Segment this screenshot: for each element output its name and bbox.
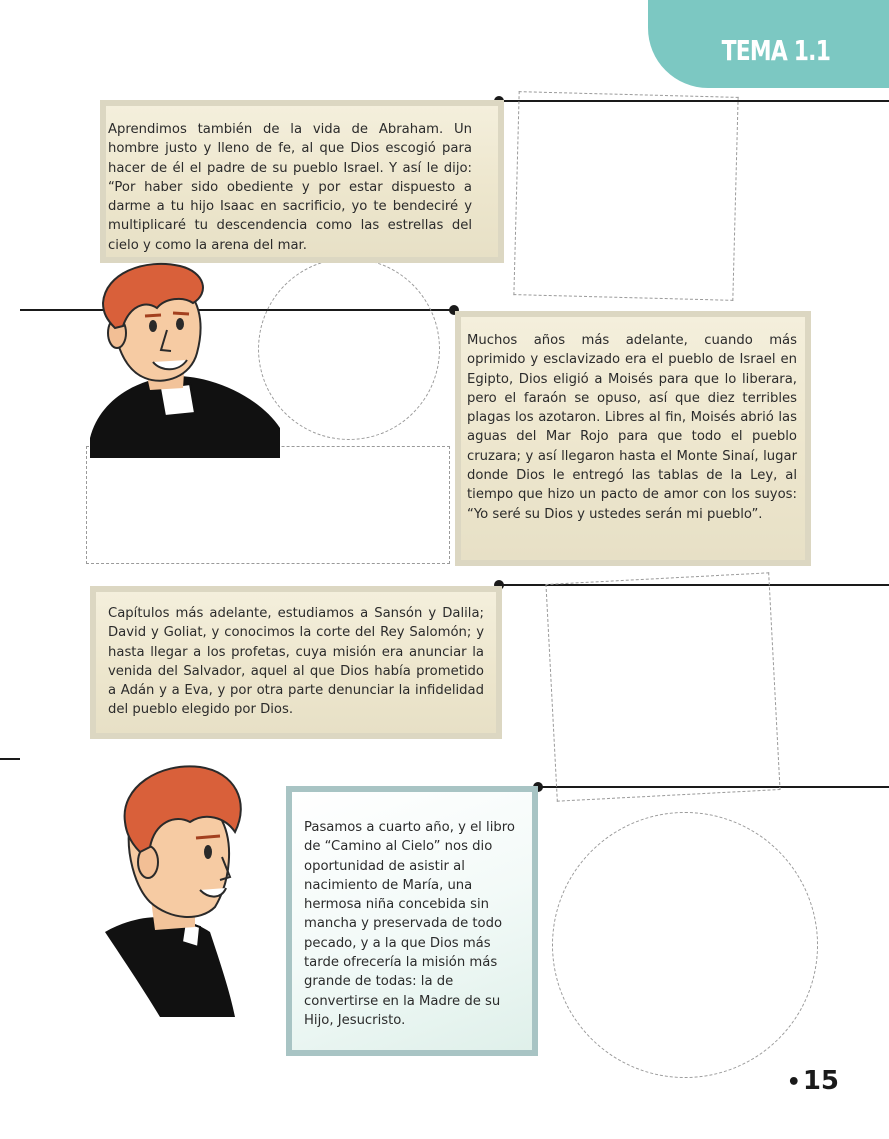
priest-illustration <box>100 762 260 1022</box>
drawing-placeholder-circle[interactable] <box>258 258 440 440</box>
drawing-placeholder-circle[interactable] <box>552 812 818 1078</box>
topic-tab <box>648 0 889 88</box>
timeline-line <box>0 758 20 760</box>
text-box-abraham <box>100 100 504 263</box>
page-number-value: 15 <box>802 1066 839 1096</box>
bullet-icon: • <box>786 1070 801 1095</box>
drawing-placeholder-box[interactable] <box>513 91 738 301</box>
text-box-profetas <box>90 586 502 739</box>
text-box-maria <box>286 786 538 1056</box>
page-number <box>787 1066 839 1096</box>
drawing-placeholder-box[interactable] <box>86 446 450 564</box>
text-box-moises <box>455 311 811 566</box>
paragraph-profetas: Capítulos más adelante, estudiamos a Sansón y Dalila; David y Goliat, y conocimos la corte del Rey Salomón; y hasta llegar a los profetas, cuya misión era anunciar la venida del Salvador, aquel al que Dios había prometido a Adán y a Eva, y por otra parte denunciar la infidelidad del pueblo elegido por Dios. <box>108 606 484 718</box>
paragraph-abraham: Aprendimos también de la vida de Abraham. Un hombre justo y lleno de fe, al que Dios escogió para hacer de él el padre de su pueblo Israel. Y así le dijo: “Por haber sido obediente y por estar dispuesto a darme a tu hijo Isaac en sacrificio, yo te bendeciré y multiplicaré tu descendencia como las estrellas del cielo y como la arena del mar. <box>108 122 472 253</box>
drawing-placeholder-box[interactable] <box>545 572 780 801</box>
tema-label: TEMA 1.1 <box>721 34 830 67</box>
paragraph-maria: Pasamos a cuarto año, y el libro de “Camino al Cielo” nos dio oportunidad de asistir al nacimiento de María, una hermosa niña concebida sin mancha y preservada de todo pecado, y a la que Dios más tarde ofrecería la misión más grande de todas: la de convertirse en la Madre de su Hijo, Jesucristo. <box>304 820 515 1028</box>
paragraph-moises: Muchos años más adelante, cuando más oprimido y esclavizado era el pueblo de Israel en Egipto, Dios eligió a Moisés para que lo liberara, pero el faraón se opuso, así que diez terribles plagas los azotaron. Libres al fin, Moisés abrió las aguas del Mar Rojo para que todo el pueblo cruzara; y así llegaron hasta el Monte Sinaí, lugar donde Dios le entregó las tablas de la Ley, al tiempo que hizo un pacto de amor con los suyos: “Yo seré su Dios y ustedes serán mi pueblo”. <box>467 333 797 522</box>
priest-illustration <box>65 258 285 458</box>
